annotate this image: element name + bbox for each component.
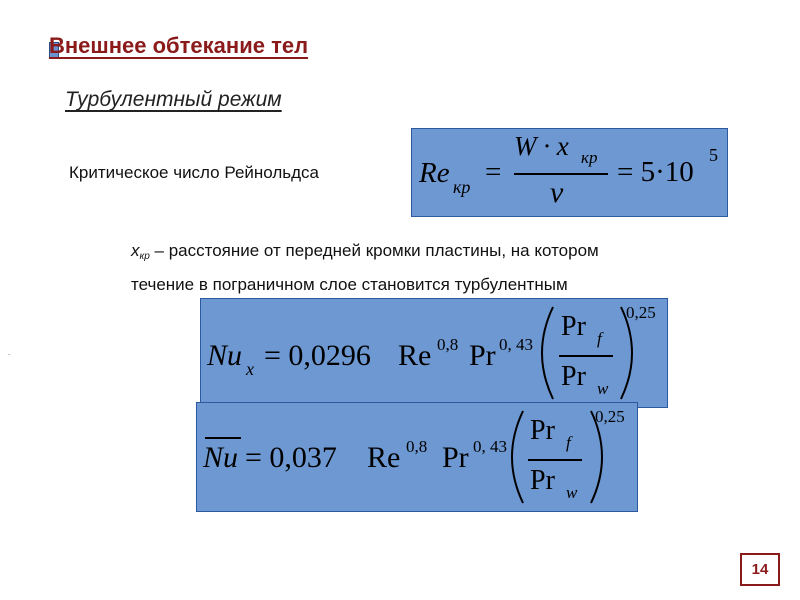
nu-mean-formula-box — [196, 402, 638, 512]
description-line-1-text: – расстояние от передней кромки пластины, на котором — [149, 241, 599, 260]
xkr-description — [131, 237, 599, 299]
nux-pr-exponent: 0, 43 — [499, 335, 533, 354]
nux-re-exponent: 0,8 — [437, 335, 459, 354]
xkr-subscript: кр — [139, 251, 150, 262]
description-line-2: течение в пограничном слое становится турбулентным — [131, 275, 568, 294]
re-result: = 5·10 — [617, 156, 694, 188]
nu-mean-fraction-bar — [528, 459, 582, 461]
reynolds-formula-box — [411, 128, 728, 217]
nux-frac-numerator: Pr — [561, 311, 586, 342]
nux-formula-box — [200, 298, 668, 408]
re-numerator-subscript: кр — [581, 148, 598, 167]
description-line-1 — [131, 237, 599, 271]
nux-re: Re — [398, 339, 432, 372]
nu-mean-frac-denominator: Pr — [530, 465, 555, 496]
nu-mean-frac-numerator: Pr — [530, 415, 555, 446]
nu-mean-frac-denominator-subscript: w — [566, 483, 578, 502]
nux-outer-exponent: 0,25 — [626, 303, 656, 322]
nu-mean-re: Re — [367, 441, 401, 474]
re-result-exponent: 5 — [709, 145, 718, 165]
section-subtitle: Турбулентный режим — [65, 88, 282, 111]
nux-coefficient: = 0,0296 — [264, 339, 371, 372]
re-subscript: кр — [453, 177, 471, 197]
nux-pr: Pr — [469, 339, 496, 372]
nu-mean-frac-numerator-subscript: f — [566, 433, 571, 452]
re-symbol: Re — [419, 157, 450, 189]
slide-title: Внешнее обтекание тел — [49, 33, 309, 58]
nux-fraction-bar — [559, 355, 613, 357]
nu-mean-re-exponent: 0,8 — [406, 437, 428, 456]
nux-frac-numerator-subscript: f — [597, 329, 602, 348]
nux-frac-denominator-subscript: w — [597, 379, 609, 398]
stray-dot: . — [8, 348, 11, 357]
re-numerator: W · x — [514, 131, 569, 161]
nux-frac-denominator: Pr — [561, 361, 586, 392]
nu-mean-symbol: Nu — [203, 441, 239, 474]
xkr-symbol: x — [131, 241, 140, 260]
critical-reynolds-label: Критическое число Рейнольдса — [69, 163, 320, 182]
nu-mean-pr: Pr — [442, 441, 469, 474]
re-denominator: ν — [550, 176, 564, 209]
re-equals: = — [485, 156, 502, 188]
nu-mean-coefficient: = 0,037 — [245, 441, 337, 474]
re-fraction-bar — [514, 173, 608, 175]
nux-symbol: Nu — [207, 339, 243, 372]
nu-mean-pr-exponent: 0, 43 — [473, 437, 507, 456]
nux-subscript: x — [246, 359, 254, 379]
nu-mean-outer-exponent: 0,25 — [595, 407, 625, 426]
page-number: 14 — [740, 553, 780, 586]
